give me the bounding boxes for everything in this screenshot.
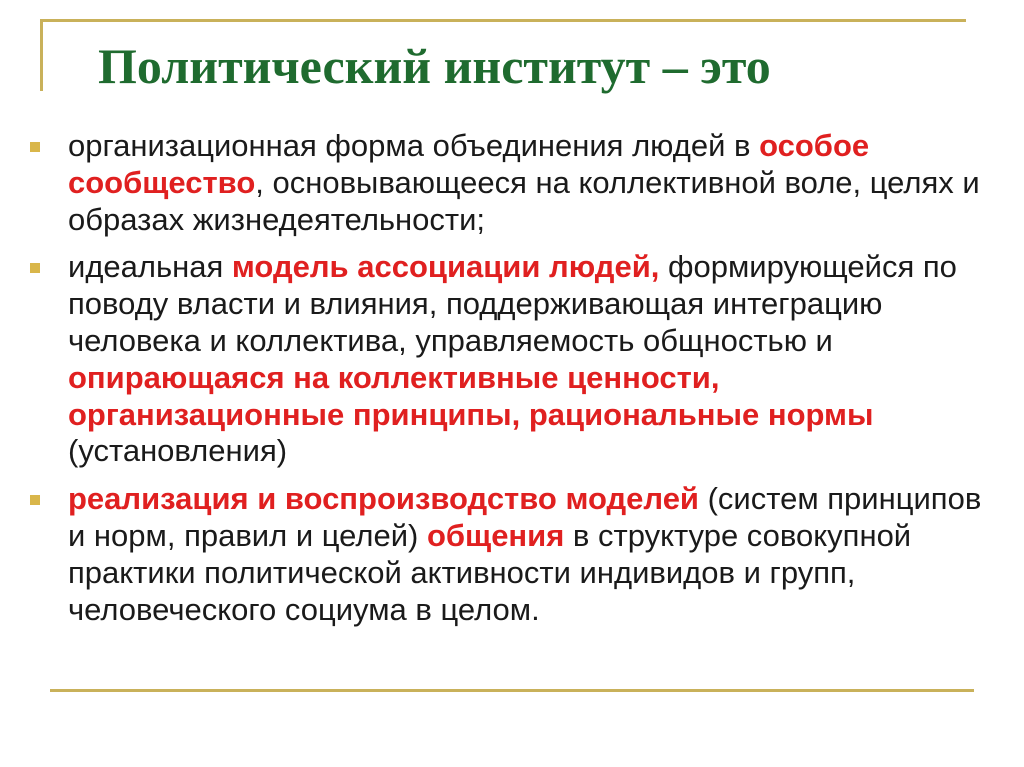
frame-bottom-line [50, 689, 974, 692]
text-segment: , основывающееся на коллективной воле, целях и образах жизнедеятельности; [68, 164, 980, 237]
frame-top-line [40, 19, 966, 22]
square-bullet-icon [30, 495, 40, 505]
frame-left-line [40, 19, 43, 91]
text-segment: (систем принципов и норм, правил и целей) [68, 481, 982, 553]
item-text [68, 249, 957, 468]
highlight-segment: модель ассоциации людей, [231, 249, 660, 285]
item-text [68, 128, 980, 237]
text-segment: идеальная [68, 249, 232, 285]
highlight-segment: реализация и воспроизводство моделей [68, 481, 699, 517]
slide-title: Политический институт – это [98, 38, 771, 94]
bullet-item-organizational-form [30, 128, 1000, 238]
text-segment: (установления) [68, 433, 288, 469]
square-bullet-icon [30, 263, 40, 273]
highlight-segment: опирающаяся на коллективные ценности, организационные принципы, рациональные нормы [68, 359, 874, 432]
bullet-item-realization [30, 481, 1000, 628]
text-segment: в структуре совокупной практики политической активности индивидов и групп, человеческого социума в целом. [68, 517, 912, 627]
highlight-segment: общения [426, 517, 565, 553]
highlight-segment: особое сообщество [68, 128, 870, 200]
item-text [68, 481, 981, 626]
text-segment: организационная форма объединения людей в [68, 128, 760, 163]
bullet-list [30, 128, 1000, 628]
text-segment: формирующейся по поводу власти и влияния, поддерживающая интеграцию человека и коллектива, управляемость общностью и [68, 249, 957, 358]
square-bullet-icon [30, 142, 40, 152]
bullet-item-ideal-model [30, 249, 1000, 470]
